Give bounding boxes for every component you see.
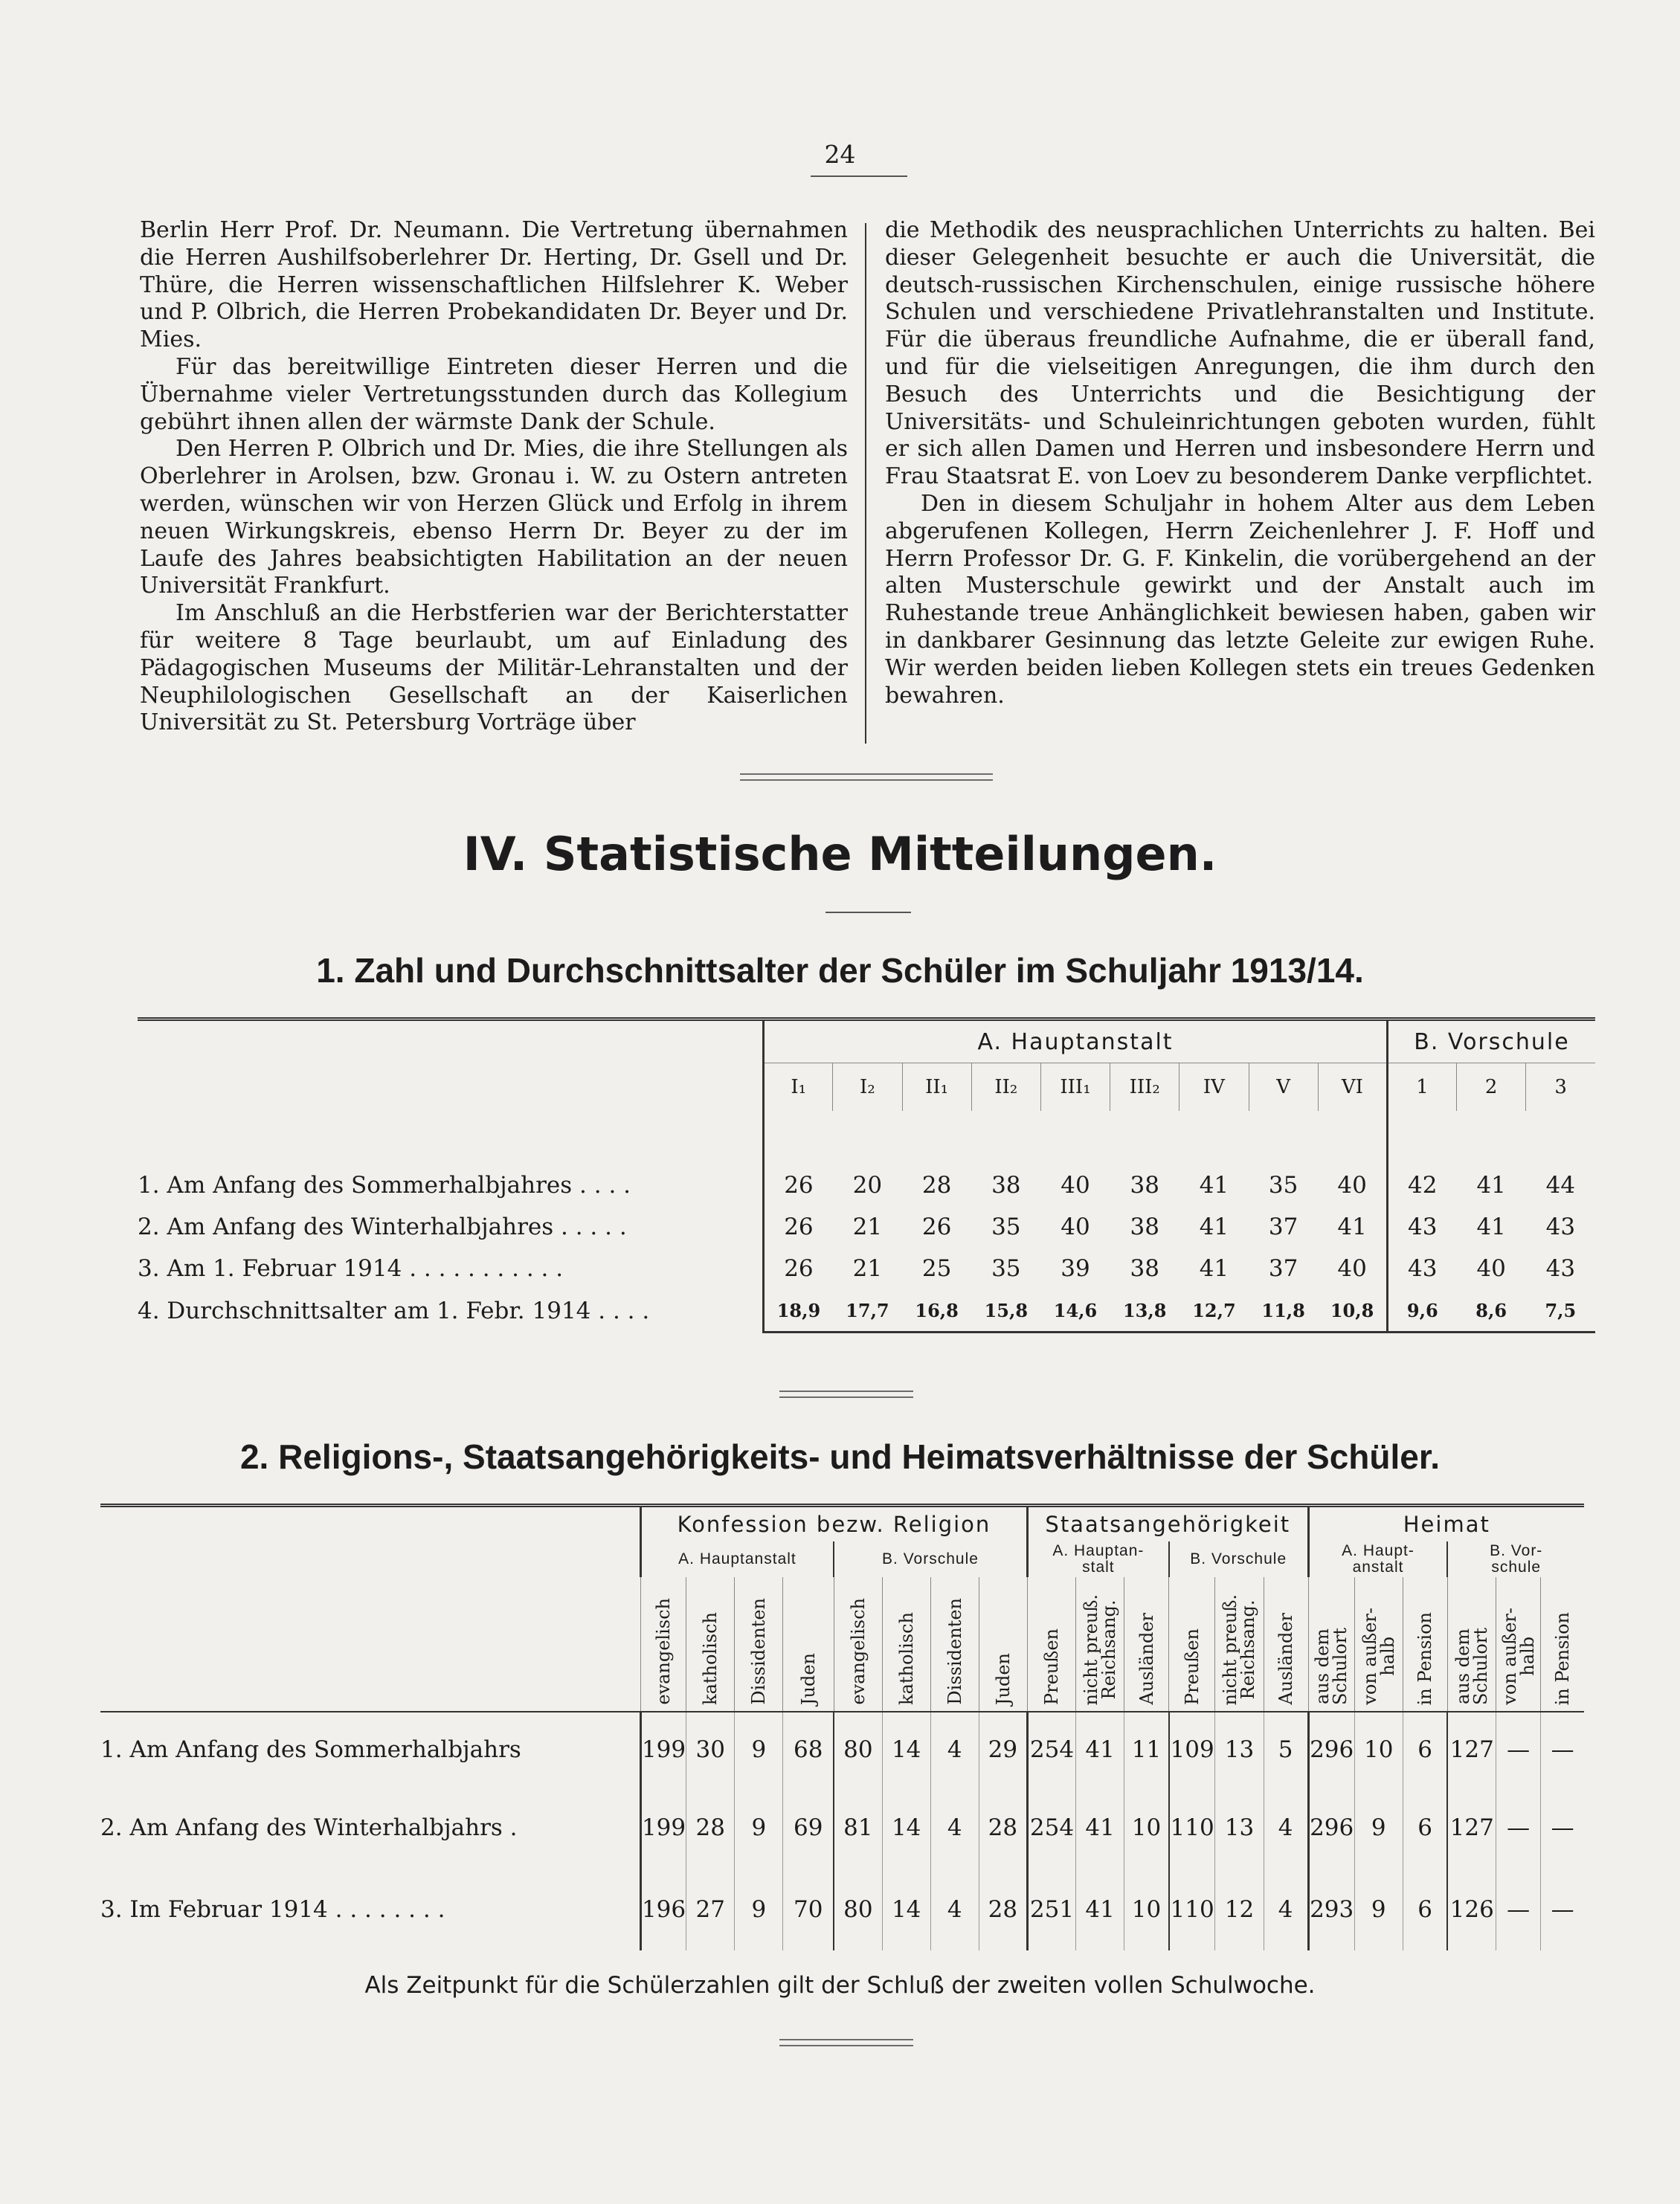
column-header: evangelisch bbox=[640, 1577, 686, 1712]
cell: 37 bbox=[1268, 1255, 1298, 1282]
cell: 6 bbox=[1403, 1712, 1447, 1787]
cell: 9,6 bbox=[1387, 1289, 1456, 1333]
cell: 20 bbox=[852, 1172, 883, 1199]
cell: 293 bbox=[1308, 1869, 1354, 1950]
cell: 16,8 bbox=[902, 1289, 971, 1333]
column-header: Ausländer bbox=[1264, 1577, 1308, 1712]
section-title: IV. Statistische Mitteilungen. bbox=[463, 827, 1217, 881]
cell: 10 bbox=[1124, 1787, 1169, 1869]
cell: 14,6 bbox=[1040, 1289, 1110, 1333]
cell: 199 bbox=[640, 1712, 686, 1787]
cell: 127 bbox=[1447, 1787, 1496, 1869]
cell: — bbox=[1496, 1869, 1541, 1950]
cell: 13,8 bbox=[1110, 1289, 1179, 1333]
cell: 41 bbox=[1199, 1172, 1229, 1199]
column-header: 1 bbox=[1387, 1063, 1456, 1112]
column-header: VI bbox=[1318, 1063, 1387, 1112]
table-row bbox=[138, 1206, 1595, 1248]
cell: 28 bbox=[979, 1787, 1027, 1869]
cell: 41 bbox=[1337, 1214, 1367, 1240]
cell: 13 bbox=[1215, 1712, 1264, 1787]
page-number-rule bbox=[811, 175, 907, 177]
cell: 296 bbox=[1308, 1712, 1354, 1787]
cell: 14 bbox=[882, 1787, 930, 1869]
group-header: B. Vorschule bbox=[1387, 1019, 1595, 1063]
cell: 296 bbox=[1308, 1787, 1354, 1869]
group-header: Heimat bbox=[1308, 1506, 1584, 1542]
cell: 13 bbox=[1215, 1787, 1264, 1869]
cell: — bbox=[1496, 1787, 1541, 1869]
cell: 41 bbox=[1199, 1214, 1229, 1240]
column-header: Preußen bbox=[1169, 1577, 1215, 1712]
column-header: nicht preuß. Reichsang. bbox=[1215, 1577, 1264, 1712]
column-header: katholisch bbox=[686, 1577, 735, 1712]
column-header: in Pension bbox=[1403, 1577, 1447, 1712]
cell: 43 bbox=[1387, 1206, 1456, 1248]
group-header: Konfession bezw. Religion bbox=[640, 1506, 1027, 1542]
cell: 44 bbox=[1545, 1172, 1576, 1199]
subgroup-header: B. Vorschule bbox=[1169, 1541, 1308, 1577]
table-separator bbox=[779, 1391, 913, 1398]
cell: 10 bbox=[1124, 1869, 1169, 1950]
cell: 9 bbox=[1354, 1869, 1403, 1950]
cell: 41 bbox=[1076, 1869, 1124, 1950]
column-header: Juden bbox=[783, 1577, 834, 1712]
cell: 9 bbox=[735, 1712, 783, 1787]
cell: 21 bbox=[852, 1214, 883, 1240]
subgroup-header: A. Hauptan- stalt bbox=[1027, 1541, 1168, 1577]
column-header: 2 bbox=[1457, 1063, 1526, 1112]
paragraph: Im Anschluß an die Herbstferien war der Berichterstatter für weitere 8 Tage beurlaubt, um auf Einladung des Pädagogischen Museums der Militär-Lehranstalten und der Neuphilologischen Gesellschaft an der Kaiserlichen Universität zu St. Petersburg Vorträge über bbox=[140, 600, 848, 736]
cell: 69 bbox=[783, 1787, 834, 1869]
table-row bbox=[138, 1289, 1595, 1333]
cell: 10 bbox=[1354, 1712, 1403, 1787]
cell: 38 bbox=[991, 1172, 1021, 1199]
cell: 40 bbox=[1061, 1214, 1090, 1240]
column-header: evangelisch bbox=[834, 1577, 882, 1712]
subgroup-header: A. Hauptanstalt bbox=[640, 1541, 834, 1577]
column-header: Ausländer bbox=[1124, 1577, 1169, 1712]
cell: 26 bbox=[764, 1248, 833, 1289]
row-label: 4. Durchschnittsalter am 1. Febr. 1914 . . . . bbox=[138, 1297, 650, 1324]
cell: — bbox=[1541, 1787, 1584, 1869]
cell: 40 bbox=[1337, 1255, 1367, 1282]
text-columns bbox=[140, 217, 1597, 753]
cell: 43 bbox=[1545, 1214, 1576, 1240]
table-row bbox=[100, 1712, 1584, 1787]
cell: 9 bbox=[735, 1869, 783, 1950]
column-header: Dissidenten bbox=[930, 1577, 979, 1712]
column-header: I₂ bbox=[833, 1063, 902, 1112]
column-header: Preußen bbox=[1027, 1577, 1075, 1712]
cell: 12 bbox=[1215, 1869, 1264, 1950]
cell: 26 bbox=[764, 1164, 833, 1206]
cell: 41 bbox=[1076, 1712, 1124, 1787]
column-header: II₂ bbox=[971, 1063, 1040, 1112]
bottom-separator bbox=[779, 2039, 913, 2046]
cell: 10,8 bbox=[1318, 1289, 1387, 1333]
cell: — bbox=[1541, 1712, 1584, 1787]
cell: 5 bbox=[1264, 1712, 1308, 1787]
cell: 35 bbox=[1268, 1172, 1298, 1199]
cell: 41 bbox=[1476, 1214, 1506, 1240]
cell: 68 bbox=[783, 1712, 834, 1787]
table-row bbox=[100, 1787, 1584, 1869]
cell: 40 bbox=[1476, 1255, 1506, 1282]
subgroup-header: A. Haupt- anstalt bbox=[1308, 1541, 1447, 1577]
cell: 37 bbox=[1268, 1214, 1298, 1240]
table1-title: 1. Zahl und Durchschnittsalter der Schüler im Schuljahr 1913/14. bbox=[316, 951, 1364, 990]
cell: 28 bbox=[921, 1172, 952, 1199]
cell: 41 bbox=[1076, 1787, 1124, 1869]
cell: 38 bbox=[1130, 1172, 1159, 1199]
column-header: I₁ bbox=[764, 1063, 833, 1112]
table-religion-citizenship-home bbox=[100, 1504, 1584, 1950]
cell: 4 bbox=[930, 1869, 979, 1950]
column-header: von außer- halb bbox=[1496, 1577, 1541, 1712]
table2-title: 2. Religions-, Staatsangehörigkeits- und Heimatsverhältnisse der Schüler. bbox=[239, 1437, 1441, 1476]
cell: 8,6 bbox=[1457, 1289, 1526, 1333]
row-label: 3. Im Februar 1914 . . . . . . . . bbox=[100, 1896, 445, 1923]
row-label: 1. Am Anfang des Sommerhalbjahres . . . . bbox=[138, 1172, 631, 1199]
column-header: von außer- halb bbox=[1354, 1577, 1403, 1712]
column-header: V bbox=[1249, 1063, 1318, 1112]
paragraph: Den Herren P. Olbrich und Dr. Mies, die ihre Stellungen als Oberlehrer in Arolsen, bzw. Gronau i. W. zu Ostern antreten werden, wünschen wir von Herzen Glück und Erfolg in ihrem neuen Wirkungskreis, ebenso Herrn Dr. Beyer zu der im Laufe des Jahres beabsichtigten Habilitation an der neuen Universität Frankfurt. bbox=[140, 436, 848, 599]
cell: 70 bbox=[783, 1869, 834, 1950]
cell: 41 bbox=[1199, 1255, 1229, 1282]
cell: 80 bbox=[834, 1712, 882, 1787]
cell: 11 bbox=[1124, 1712, 1169, 1787]
cell: 43 bbox=[1545, 1255, 1576, 1282]
cell: 9 bbox=[1354, 1787, 1403, 1869]
cell: 28 bbox=[979, 1869, 1027, 1950]
table-row bbox=[138, 1248, 1595, 1289]
cell: 15,8 bbox=[971, 1289, 1040, 1333]
subgroup-header: B. Vor- schule bbox=[1447, 1541, 1584, 1577]
section-separator bbox=[740, 773, 993, 781]
cell: 196 bbox=[640, 1869, 686, 1950]
title-rule bbox=[825, 912, 911, 913]
cell: 17,7 bbox=[833, 1289, 902, 1333]
paragraph: Berlin Herr Prof. Dr. Neumann. Die Vertretung übernahmen die Herren Aushilfsoberlehrer Dr. Herting, Dr. Gsell und Dr. Thüre, die Herren wissenschaftlichen Hilfslehrer K. Weber und P. Olbrich, die Herren Probekandidaten Dr. Beyer und Dr. Mies. bbox=[140, 217, 848, 353]
cell: 6 bbox=[1403, 1869, 1447, 1950]
cell: 25 bbox=[921, 1255, 952, 1282]
column-header: katholisch bbox=[882, 1577, 930, 1712]
cell: 6 bbox=[1403, 1787, 1447, 1869]
cell: 28 bbox=[686, 1787, 735, 1869]
cell: 4 bbox=[1264, 1869, 1308, 1950]
cell: 26 bbox=[921, 1214, 952, 1240]
cell: 43 bbox=[1387, 1248, 1456, 1289]
cell: 30 bbox=[686, 1712, 735, 1787]
left-column bbox=[140, 217, 848, 737]
cell: — bbox=[1541, 1869, 1584, 1950]
column-header: in Pension bbox=[1541, 1577, 1584, 1712]
cell: 38 bbox=[1130, 1255, 1159, 1282]
cell: 254 bbox=[1027, 1712, 1075, 1787]
cell: 110 bbox=[1169, 1869, 1215, 1950]
cell: 40 bbox=[1337, 1172, 1367, 1199]
column-header: III₂ bbox=[1110, 1063, 1179, 1112]
cell: 38 bbox=[1130, 1214, 1159, 1240]
cell: 11,8 bbox=[1249, 1289, 1318, 1333]
cell: — bbox=[1496, 1712, 1541, 1787]
right-column bbox=[885, 217, 1595, 709]
row-label: 2. Am Anfang des Winterhalbjahres . . . . . bbox=[138, 1214, 627, 1240]
cell: 12,7 bbox=[1179, 1289, 1249, 1333]
row-label: 3. Am 1. Februar 1914 . . . . . . . . . . . bbox=[138, 1255, 564, 1282]
column-divider bbox=[865, 223, 866, 744]
cell: 41 bbox=[1476, 1172, 1506, 1199]
cell: 14 bbox=[882, 1712, 930, 1787]
cell: 4 bbox=[930, 1787, 979, 1869]
page-number: 24 bbox=[824, 140, 856, 169]
cell: 40 bbox=[1061, 1172, 1090, 1199]
column-header: IV bbox=[1179, 1063, 1249, 1112]
column-header: Juden bbox=[979, 1577, 1027, 1712]
cell: 14 bbox=[882, 1869, 930, 1950]
column-header: aus dem Schulort bbox=[1308, 1577, 1354, 1712]
row-label: 1. Am Anfang des Sommerhalbjahrs bbox=[100, 1736, 521, 1763]
cell: 39 bbox=[1061, 1255, 1090, 1282]
cell: 21 bbox=[852, 1255, 883, 1282]
cell: 18,9 bbox=[764, 1289, 833, 1333]
cell: 35 bbox=[991, 1255, 1021, 1282]
row-label: 2. Am Anfang des Winterhalbjahrs . bbox=[100, 1814, 518, 1841]
group-header: Staatsangehörigkeit bbox=[1027, 1506, 1308, 1542]
cell: 42 bbox=[1387, 1164, 1456, 1206]
column-header: II₁ bbox=[902, 1063, 971, 1112]
cell: 4 bbox=[1264, 1787, 1308, 1869]
cell: 35 bbox=[991, 1214, 1021, 1240]
cell: 251 bbox=[1027, 1869, 1075, 1950]
table-row bbox=[138, 1164, 1595, 1206]
cell: 27 bbox=[686, 1869, 735, 1950]
paragraph: Für das bereitwillige Eintreten dieser Herren und die Übernahme vieler Vertretungsstunden durch das Kollegium gebührt ihnen allen der wärmste Dank der Schule. bbox=[140, 353, 848, 435]
column-header: 3 bbox=[1526, 1063, 1595, 1112]
footnote: Als Zeitpunkt für die Schülerzahlen gilt der Schluß der zweiten vollen Schulwoche. bbox=[364, 1972, 1316, 1999]
column-header: nicht preuß. Reichsang. bbox=[1076, 1577, 1124, 1712]
cell: 109 bbox=[1169, 1712, 1215, 1787]
table-school-numbers bbox=[138, 1017, 1595, 1333]
paragraph: die Methodik des neusprachlichen Unterrichts zu halten. Bei dieser Gelegenheit besuchte er auch die Universität, die deutsch-russischen Kirchenschulen, einige russische höhere Schulen und verschiedene Privatlehranstalten und Institute. Für die überaus freundliche Aufnahme, die er überall fand, und für die vielseitigen Anregungen, die ihm durch den Besuch des Unterrichts und die Besichtigung der Universitäts- und Schuleinrichtungen geboten wurden, fühlt er sich allen Damen und Herren und insbesondere Herrn und Frau Staatsrat E. von Loev zu besonderem Danke verpflichtet. bbox=[885, 217, 1595, 490]
cell: 254 bbox=[1027, 1787, 1075, 1869]
cell: 9 bbox=[735, 1787, 783, 1869]
cell: 4 bbox=[930, 1712, 979, 1787]
cell: 110 bbox=[1169, 1787, 1215, 1869]
cell: 7,5 bbox=[1526, 1289, 1595, 1333]
column-header: aus dem Schulort bbox=[1447, 1577, 1496, 1712]
cell: 26 bbox=[764, 1206, 833, 1248]
cell: 80 bbox=[834, 1869, 882, 1950]
column-header: III₁ bbox=[1040, 1063, 1110, 1112]
cell: 29 bbox=[979, 1712, 1027, 1787]
group-header: A. Hauptanstalt bbox=[764, 1019, 1388, 1063]
paragraph: Den in diesem Schuljahr in hohem Alter aus dem Leben abgerufenen Kollegen, Herrn Zeichenlehrer J. F. Hoff und Herrn Professor Dr. G. F. Kinkelin, die vorübergehend an der alten Musterschule gewirkt und der Anstalt auch im Ruhestande treue Anhänglichkeit bewiesen haben, gaben wir in dankbarer Gesinnung das letzte Geleite zur ewigen Ruhe. Wir werden beiden lieben Kollegen stets ein treues Gedenken bewahren. bbox=[885, 490, 1595, 709]
cell: 126 bbox=[1447, 1869, 1496, 1950]
cell: 199 bbox=[640, 1787, 686, 1869]
cell: 81 bbox=[834, 1787, 882, 1869]
table-row bbox=[100, 1869, 1584, 1950]
column-header: Dissidenten bbox=[735, 1577, 783, 1712]
subgroup-header: B. Vorschule bbox=[834, 1541, 1027, 1577]
cell: 127 bbox=[1447, 1712, 1496, 1787]
